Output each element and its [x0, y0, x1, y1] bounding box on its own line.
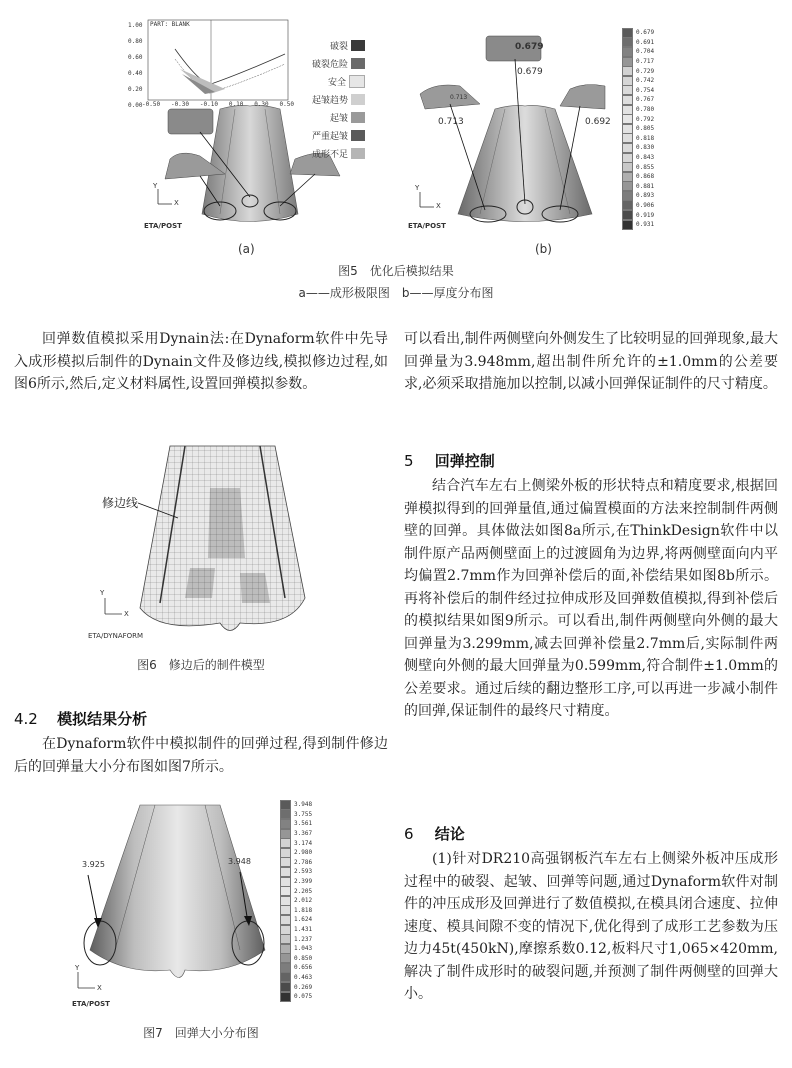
section-number: 5 [404, 452, 414, 470]
scale-entry [622, 95, 654, 105]
scale-swatch [622, 220, 633, 230]
flc-y-tick: 1.00 [128, 22, 143, 29]
legend-item: 成形不足 [305, 144, 365, 162]
flc-y-tick: 0.20 [128, 86, 143, 93]
fig7-axis-x: X [97, 984, 102, 992]
scale-entry [280, 925, 312, 935]
section-title: 模拟结果分析 [57, 710, 148, 728]
scale-entry [280, 982, 312, 992]
fig6-watermark: ETA/DYNAFORM [88, 632, 144, 640]
scale-swatch [280, 992, 291, 1002]
panel-b-label: (b) [535, 242, 552, 256]
scale-value: 0.868 [636, 173, 655, 181]
springback-distribution [70, 800, 280, 1005]
fig7-left-value: 3.925 [82, 860, 105, 869]
scale-value: 0.906 [636, 201, 655, 209]
scale-value: 0.843 [636, 154, 655, 162]
scale-value: 0.850 [294, 954, 313, 962]
legend-swatch [351, 148, 365, 159]
scale-swatch [280, 886, 291, 896]
thickness-zoom-value-2: 0.713 [450, 94, 468, 101]
section-5-heading [404, 450, 495, 471]
scale-value: 2.786 [294, 858, 313, 866]
scale-value: 2.012 [294, 897, 313, 905]
scale-entry [280, 886, 312, 896]
flc-x-tick: -0.50 [142, 101, 161, 108]
scale-entry [280, 838, 312, 848]
scale-swatch [280, 819, 291, 829]
legend-item: 严重起皱 [305, 126, 365, 144]
scale-entry [622, 28, 654, 38]
fig7-right-value: 3.948 [228, 857, 251, 866]
scale-swatch [280, 905, 291, 915]
panel-a-label: (a) [238, 242, 255, 256]
scale-entry [280, 954, 312, 964]
scale-entry [280, 877, 312, 887]
scale-value: 2.205 [294, 887, 313, 895]
scale-swatch [622, 114, 633, 124]
scale-swatch [622, 133, 633, 143]
scale-value: 3.948 [294, 801, 313, 809]
flc-x-tick: 0.10 [228, 101, 244, 108]
scale-swatch [622, 105, 633, 115]
scale-entry [280, 858, 312, 868]
scale-entry [622, 191, 654, 201]
fig5b-axis-y: Y [415, 184, 420, 192]
fig5b-watermark: ETA/POST [408, 222, 446, 230]
scale-swatch [280, 800, 291, 810]
scale-swatch [280, 953, 291, 963]
figure-5 [120, 14, 680, 254]
legend-item: 破裂 [305, 36, 365, 54]
section-title: 结论 [434, 825, 465, 843]
scale-entry [280, 819, 312, 829]
legend-item: 破裂危险 [305, 54, 365, 72]
fig6-axis-y: Y [100, 589, 105, 597]
fig5-caption: 图5 优化后模拟结果 [338, 264, 454, 278]
thickness-zoom-value: 0.679 [515, 42, 544, 52]
scale-entry [280, 934, 312, 944]
scale-swatch [622, 191, 633, 201]
scale-value: 0.818 [636, 134, 655, 142]
scale-entry [622, 143, 654, 153]
flc-x-tick: 0.50 [279, 101, 294, 108]
scale-swatch [280, 877, 291, 887]
scale-entry [280, 906, 312, 916]
scale-value: 0.830 [636, 144, 655, 152]
scale-entry [622, 172, 654, 182]
scale-entry [622, 201, 654, 211]
scale-entry [622, 210, 654, 220]
scale-value: 0.729 [636, 67, 655, 75]
scale-entry [280, 973, 312, 983]
legend-swatch [351, 40, 365, 51]
scale-swatch [622, 143, 633, 153]
scale-entry [622, 162, 654, 172]
thickness-value-left: 0.713 [438, 117, 464, 127]
fig6-axis-x: X [124, 610, 129, 618]
scale-swatch [280, 925, 291, 935]
scale-entry [280, 829, 312, 839]
scale-value: 0.893 [636, 192, 655, 200]
scale-value: 0.805 [636, 125, 655, 133]
scale-entry [622, 86, 654, 96]
scale-entry [622, 220, 654, 230]
thickness-value-center: 0.679 [517, 67, 543, 77]
scale-entry [280, 867, 312, 877]
scale-value: 0.881 [636, 182, 655, 190]
scale-value: 0.931 [636, 221, 655, 229]
fig7-watermark: ETA/POST [72, 1000, 110, 1008]
scale-entry [622, 66, 654, 76]
scale-value: 3.755 [294, 810, 313, 818]
scale-entry [280, 896, 312, 906]
scale-swatch [622, 95, 633, 105]
thickness-value-right: 0.692 [585, 117, 611, 127]
scale-value: 0.075 [294, 993, 313, 1001]
flc-y-tick: 0.40 [128, 70, 143, 77]
scale-swatch [622, 181, 633, 191]
scale-swatch [280, 963, 291, 973]
fig5-subcaption: a——成形极限图 b——厚度分布图 [298, 286, 494, 300]
right-paragraph-1: 可以看出,制件两侧壁向外侧发生了比较明显的回弹现象,最大回弹量为3.948mm,超出制件所允许的±1.0mm的公差要求,必须采取措施加以控制,以减小回弹保证制件的尺寸精度。 [404, 331, 778, 392]
fig7-axis-y: Y [75, 964, 80, 972]
scale-entry [622, 76, 654, 86]
scale-value: 0.679 [636, 29, 655, 37]
scale-swatch [280, 857, 291, 867]
scale-swatch [280, 867, 291, 877]
scale-value: 0.855 [636, 163, 655, 171]
legend-item: 起皱趋势 [305, 90, 365, 108]
scale-value: 1.431 [294, 926, 313, 934]
scale-value: 0.767 [636, 96, 655, 104]
scale-entry [280, 915, 312, 925]
scale-swatch [622, 200, 633, 210]
scale-value: 1.043 [294, 945, 313, 953]
scale-swatch [622, 85, 633, 95]
scale-swatch [280, 809, 291, 819]
scale-value: 1.624 [294, 916, 313, 924]
scale-swatch [280, 896, 291, 906]
scale-entry [622, 124, 654, 134]
springback-scale [280, 800, 312, 1001]
fig5a-axis-x: X [174, 199, 179, 207]
section-number: 4.2 [14, 710, 38, 728]
flc-x-tick: -0.10 [199, 101, 218, 108]
scale-value: 0.704 [636, 48, 655, 56]
scale-value: 0.691 [636, 38, 655, 46]
scale-swatch [622, 162, 633, 172]
flc-legend [305, 36, 365, 162]
section-6-heading [404, 823, 465, 844]
fig5b-axis-x: X [436, 202, 441, 210]
trim-line-label: 修边线 [102, 496, 139, 510]
flc-y-tick: 0.00 [128, 102, 143, 109]
scale-entry [622, 114, 654, 124]
legend-item: 起皱 [305, 108, 365, 126]
scale-entry [622, 38, 654, 48]
scale-entry [280, 963, 312, 973]
scale-entry [622, 57, 654, 67]
legend-swatch [351, 130, 365, 141]
scale-swatch [280, 829, 291, 839]
scale-swatch [622, 172, 633, 182]
flc-y-tick: 0.80 [128, 38, 143, 45]
scale-swatch [622, 37, 633, 47]
flc-title: PART: BLANK [150, 21, 190, 28]
scale-swatch [622, 153, 633, 163]
fig7-caption: 图7 回弹大小分布图 [143, 1026, 259, 1040]
scale-swatch [622, 66, 633, 76]
scale-value: 0.754 [636, 86, 655, 94]
scale-value: 0.717 [636, 58, 655, 66]
scale-value: 2.593 [294, 868, 313, 876]
scale-value: 3.561 [294, 820, 313, 828]
scale-value: 1.237 [294, 935, 313, 943]
scale-swatch [280, 915, 291, 925]
section-number: 6 [404, 825, 414, 843]
legend-swatch [349, 75, 365, 88]
scale-value: 3.367 [294, 830, 313, 838]
legend-item: 安全 [305, 72, 365, 90]
scale-swatch [280, 848, 291, 858]
section-title: 回弹控制 [434, 452, 495, 470]
scale-swatch [280, 944, 291, 954]
section-4-2-paragraph: 在Dynaform软件中模拟制件的回弹过程,得到制件修边后的回弹量大小分布图如图7所示。 [14, 736, 388, 775]
scale-value: 3.174 [294, 839, 313, 847]
scale-swatch [622, 57, 633, 67]
section-5-paragraph: 结合汽车左右上侧梁外板的形状特点和精度要求,根据回弹模拟得到的回弹量值,通过偏置模面的方法来控制制件两侧壁的回弹。具体做法如图8a所示,在ThinkDesign软件中以制件原产品两侧壁面上的过渡圆角为边界,将两侧壁面向内平均偏置2.7mm作为回弹补偿后的面,补偿结果如图8b所示。再将补偿后的制件经过拉伸成形及回弹数值模拟,得到补偿后的模拟结果如图9所示。可以看出,制件两侧壁向外侧的最大回弹量为3.299mm,减去回弹补偿量2.7mm后,实际制件两侧壁向外侧的最大回弹量为0.599mm,符合制件±1.0mm的公差要求。通过后续的翻边整形工序,可以再进一步减小制件的回弹,保证制件的最终尺寸精度。 [404, 478, 778, 719]
scale-value: 0.742 [636, 77, 655, 85]
scale-swatch [280, 838, 291, 848]
scale-swatch [622, 124, 633, 134]
flc-y-tick: 0.60 [128, 54, 143, 61]
scale-entry [622, 47, 654, 57]
flc-x-tick: -0.30 [170, 101, 190, 108]
scale-value: 1.818 [294, 906, 313, 914]
scale-swatch [622, 76, 633, 86]
scale-swatch [622, 210, 633, 220]
legend-swatch [351, 94, 365, 105]
scale-swatch [280, 934, 291, 944]
section-4-2-heading [14, 708, 147, 729]
legend-swatch [351, 112, 365, 123]
fig6-caption: 图6 修边后的制件模型 [137, 658, 265, 672]
scale-value: 0.463 [294, 973, 313, 981]
left-paragraph-1: 回弹数值模拟采用Dynain法:在Dynaform软件中先导入成形模拟后制件的Dynain文件及修边线,模拟修边过程,如图6所示,然后,定义材料属性,设置回弹模拟参数。 [14, 331, 388, 392]
flc-x-ticks [142, 101, 294, 108]
scale-entry [622, 105, 654, 115]
legend-swatch [351, 58, 365, 69]
scale-swatch [280, 972, 291, 982]
scale-swatch [622, 47, 633, 57]
thickness-scale [622, 28, 654, 229]
scale-entry [622, 182, 654, 192]
scale-entry [280, 848, 312, 858]
flc-y-ticks [128, 22, 148, 112]
scale-value: 2.399 [294, 878, 313, 886]
scale-entry [280, 992, 312, 1002]
scale-value: 0.919 [636, 211, 655, 219]
scale-entry [622, 134, 654, 144]
fig5a-axis-y: Y [153, 182, 158, 190]
scale-entry [280, 810, 312, 820]
scale-value: 0.269 [294, 983, 313, 991]
scale-swatch [622, 28, 633, 38]
scale-entry [280, 944, 312, 954]
figure-7 [70, 800, 360, 1020]
scale-value: 2.980 [294, 849, 313, 857]
scale-swatch [280, 982, 291, 992]
scale-value: 0.792 [636, 115, 655, 123]
section-6-paragraph: (1)针对DR210高强钢板汽车左右上侧梁外板冲压成形过程中的破裂、起皱、回弹等问题,通过Dynaform软件对制件的冲压成形及回弹进行了数值模拟,在模具闭合速度、拉伸速度、模具间隙不变的情况下,优化得到了成形工艺参数为压边力45t(450kN),摩擦系数0.12,板料尺寸1,065×420mm,解决了制件成形时的破裂问题,并预测了制件两侧壁的回弹大小。 [404, 851, 778, 1002]
scale-value: 0.780 [636, 106, 655, 114]
fig5a-watermark: ETA/POST [144, 222, 182, 230]
scale-entry [280, 800, 312, 810]
scale-entry [622, 153, 654, 163]
flc-x-tick: 0.30 [254, 101, 269, 108]
scale-value: 0.656 [294, 964, 313, 972]
